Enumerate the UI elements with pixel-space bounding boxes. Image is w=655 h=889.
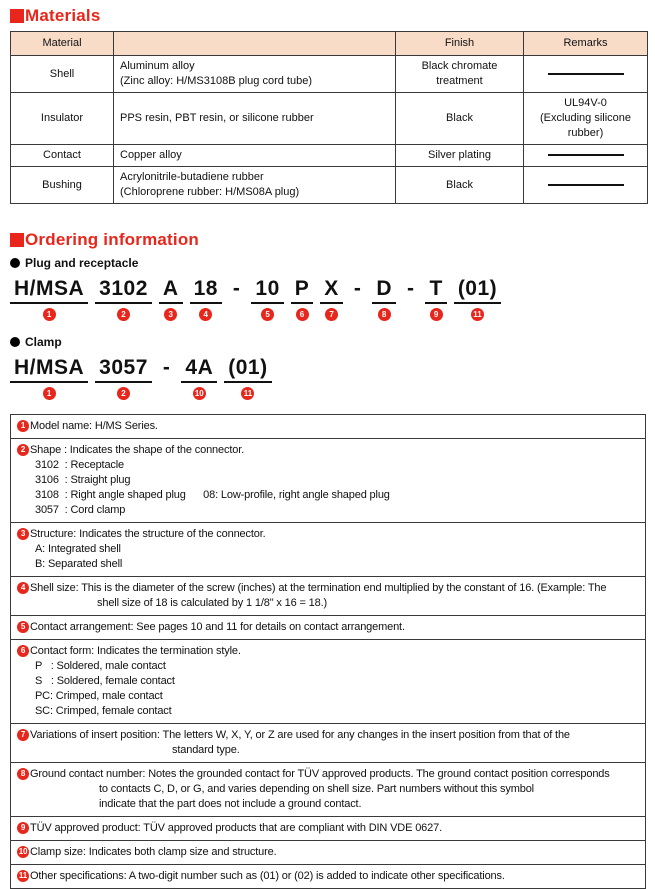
note-text: Shape : Indicates the shape of the connector. xyxy=(30,444,245,456)
dash-placeholder-icon xyxy=(548,154,624,156)
material-cell: Contact xyxy=(11,145,114,167)
column-header-material: Material xyxy=(11,32,114,56)
note-text: TÜV approved product: TÜV approved products that are compliant with DIN VDE 0627. xyxy=(30,822,442,834)
note-number-badge: 3 xyxy=(17,528,29,540)
finish-cell xyxy=(396,167,524,204)
cell-line: (Excluding silicone xyxy=(539,112,632,124)
part-segment-text: 10 xyxy=(251,277,283,304)
segment-number-badge: 1 xyxy=(43,387,56,400)
note-text: Contact arrangement: See pages 10 and 11 for details on contact arrangement. xyxy=(30,621,405,633)
part-segment xyxy=(291,277,314,321)
note-number-badge: 2 xyxy=(17,444,29,456)
part-segment xyxy=(229,277,245,319)
remarks-cell xyxy=(524,56,648,93)
note-line xyxy=(17,728,639,743)
note-text: Ground contact number: Notes the grounded contact for TÜV approved products. The ground contact position corresponds xyxy=(30,768,610,780)
cell-line: Aluminum alloy xyxy=(120,60,195,72)
note-line: 3106 : Straight plug xyxy=(35,474,131,486)
column-header-finish: Finish xyxy=(396,32,524,56)
note-line: PC: Crimped, male contact xyxy=(35,690,163,702)
part-segment-text: - xyxy=(162,356,171,379)
note-line: B: Separated shell xyxy=(35,558,123,570)
cell-line: PPS resin, PBT resin, or silicone rubber xyxy=(120,112,314,124)
ordering-notes-list xyxy=(10,414,646,889)
note-item xyxy=(11,724,645,763)
material-cell: Insulator xyxy=(11,93,114,145)
note-number-badge: 10 xyxy=(18,847,28,856)
bullet-dot-icon xyxy=(10,337,20,347)
column-header-description xyxy=(114,32,396,56)
note-item xyxy=(11,640,645,724)
note-item xyxy=(11,577,645,616)
note-line xyxy=(17,644,639,659)
note-number-badge: 6 xyxy=(17,645,29,657)
part-segment xyxy=(181,356,217,400)
note-text: Contact form: Indicates the termination style. xyxy=(30,645,241,657)
cell-line: Acrylonitrile-butadiene rubber xyxy=(120,171,264,183)
segment-number-badge: 9 xyxy=(430,308,443,321)
note-item xyxy=(11,415,645,439)
part-segment-text: - xyxy=(353,277,362,300)
note-item xyxy=(11,817,645,841)
table-row xyxy=(11,56,648,93)
note-text: Other specifications: A two-digit number such as (01) or (02) is added to indicate other specifications. xyxy=(30,870,505,882)
cell-line: Copper alloy xyxy=(120,149,182,161)
note-number-badge: 11 xyxy=(18,871,28,880)
note-line xyxy=(17,443,639,458)
note-item xyxy=(11,865,645,888)
part-segment-text: - xyxy=(406,277,415,300)
segment-number-badge: 6 xyxy=(296,308,309,321)
note-item xyxy=(11,523,645,577)
note-line: P : Soldered, male contact xyxy=(35,660,166,672)
cell-line: (Chloroprene rubber: H/MS08A plug) xyxy=(120,186,300,198)
part-segment-text: 18 xyxy=(190,277,222,304)
note-line: SC: Crimped, female contact xyxy=(35,705,172,717)
remarks-cell xyxy=(524,167,648,204)
cell-line: treatment xyxy=(436,75,483,87)
note-line: to contacts C, D, or G, and varies depending on shell size. Part numbers without this symbol xyxy=(99,783,534,795)
clamp-part-number xyxy=(10,356,647,400)
note-line: 3102 : Receptacle xyxy=(35,459,125,471)
part-segment-text: P xyxy=(291,277,314,304)
part-segment xyxy=(320,277,343,321)
cell-line: Black xyxy=(446,112,473,124)
note-text: Model name: H/MS Series. xyxy=(30,420,158,432)
note-line: 3108 : Right angle shaped plug 08: Low-profile, right angle shaped plug xyxy=(35,489,390,501)
note-item xyxy=(11,763,645,817)
finish-cell xyxy=(396,93,524,145)
note-text: Structure: Indicates the structure of the connector. xyxy=(30,528,266,540)
part-segment xyxy=(95,277,152,321)
part-segment xyxy=(190,277,222,321)
part-segment xyxy=(403,277,419,319)
remarks-cell xyxy=(524,93,648,145)
note-item xyxy=(11,439,645,523)
note-number-badge: 9 xyxy=(17,822,29,834)
note-item xyxy=(11,841,645,865)
note-line xyxy=(17,767,639,782)
note-line: shell size of 18 is calculated by 1 1/8" x 16 = 18.) xyxy=(97,597,327,609)
table-row xyxy=(11,93,648,145)
part-segment-text: H/MSA xyxy=(10,356,88,383)
part-segment xyxy=(159,277,183,321)
part-segment xyxy=(372,277,396,321)
note-line: indicate that the part does not include a ground contact. xyxy=(99,798,362,810)
red-square-icon xyxy=(10,9,24,23)
dash-placeholder-icon xyxy=(548,73,624,75)
note-line: A: Integrated shell xyxy=(35,543,121,555)
segment-number-badge: 11 xyxy=(241,387,254,400)
note-line xyxy=(17,845,639,860)
note-line: 3057 : Cord clamp xyxy=(35,504,126,516)
description-cell xyxy=(114,167,396,204)
cell-line: UL94V-0 xyxy=(564,97,607,109)
part-segment-text: 3057 xyxy=(95,356,152,383)
material-cell: Bushing xyxy=(11,167,114,204)
note-line xyxy=(17,869,639,884)
finish-cell xyxy=(396,145,524,167)
part-segment xyxy=(251,277,283,321)
note-line xyxy=(17,581,639,596)
bullet-dot-icon xyxy=(10,258,20,268)
segment-number-badge: 10 xyxy=(193,387,206,400)
plug-receptacle-label: Plug and receptacle xyxy=(10,256,647,270)
part-segment-text: 4A xyxy=(181,356,217,383)
dash-placeholder-icon xyxy=(548,184,624,186)
segment-number-badge: 5 xyxy=(261,308,274,321)
segment-number-badge: 1 xyxy=(43,308,56,321)
segment-number-badge: 2 xyxy=(117,308,130,321)
note-line: S : Soldered, female contact xyxy=(35,675,175,687)
note-line xyxy=(17,527,639,542)
part-segment-text: A xyxy=(159,277,183,304)
clamp-label: Clamp xyxy=(10,335,647,349)
cell-line: Black xyxy=(446,178,473,191)
note-number-badge: 5 xyxy=(17,621,29,633)
part-segment-text: T xyxy=(425,277,446,304)
note-number-badge: 8 xyxy=(17,768,29,780)
part-segment-text: D xyxy=(372,277,396,304)
part-segment xyxy=(224,356,271,400)
red-square-icon xyxy=(10,233,24,247)
part-segment-text: X xyxy=(320,277,343,304)
segment-number-badge: 8 xyxy=(378,308,391,321)
note-text: Clamp size: Indicates both clamp size and structure. xyxy=(30,846,277,858)
cell-line: Black chromate xyxy=(421,60,498,72)
part-segment-text: - xyxy=(232,277,241,300)
part-segment xyxy=(10,356,88,400)
note-line: standard type. xyxy=(172,744,240,756)
segment-number-badge: 4 xyxy=(199,308,212,321)
cell-line: Silver plating xyxy=(428,149,491,161)
part-segment-text: 3102 xyxy=(95,277,152,304)
column-header-remarks: Remarks xyxy=(524,32,648,56)
plug-part-number xyxy=(10,277,647,321)
table-row xyxy=(11,167,648,204)
materials-section-heading xyxy=(10,6,647,26)
table-header-row xyxy=(11,32,648,56)
segment-number-badge: 7 xyxy=(325,308,338,321)
part-segment xyxy=(95,356,152,400)
part-segment xyxy=(425,277,446,321)
description-cell xyxy=(114,93,396,145)
part-segment-text: (01) xyxy=(224,356,271,383)
part-segment-text: H/MSA xyxy=(10,277,88,304)
note-number-badge: 1 xyxy=(17,420,29,432)
segment-number-badge: 2 xyxy=(117,387,130,400)
part-segment xyxy=(454,277,501,321)
finish-cell xyxy=(396,56,524,93)
cell-line: rubber) xyxy=(567,127,604,139)
part-segment xyxy=(159,356,175,398)
note-number-badge: 4 xyxy=(17,582,29,594)
description-cell xyxy=(114,145,396,167)
description-cell xyxy=(114,56,396,93)
section-title: Materials xyxy=(25,6,101,25)
remarks-cell xyxy=(524,145,648,167)
table-row xyxy=(11,145,648,167)
material-cell: Shell xyxy=(11,56,114,93)
part-segment-text: (01) xyxy=(454,277,501,304)
segment-number-badge: 3 xyxy=(164,308,177,321)
ordering-section-heading xyxy=(10,230,647,250)
materials-table xyxy=(10,31,648,204)
note-line xyxy=(17,419,639,434)
section-title: Ordering information xyxy=(25,230,199,249)
materials-table-body xyxy=(11,56,648,204)
note-text: Shell size: This is the diameter of the screw (inches) at the termination end multiplied by the constant of 16. (Example: The xyxy=(30,582,607,594)
note-line xyxy=(17,821,639,836)
cell-line: (Zinc alloy: H/MS3108B plug cord tube) xyxy=(120,75,312,87)
note-text: Variations of insert position: The letters W, X, Y, or Z are used for any changes in the insert position from that of the xyxy=(30,729,570,741)
part-segment xyxy=(10,277,88,321)
note-item xyxy=(11,616,645,640)
note-line xyxy=(17,620,639,635)
part-segment xyxy=(350,277,366,319)
note-number-badge: 7 xyxy=(17,729,29,741)
segment-number-badge: 11 xyxy=(471,308,484,321)
